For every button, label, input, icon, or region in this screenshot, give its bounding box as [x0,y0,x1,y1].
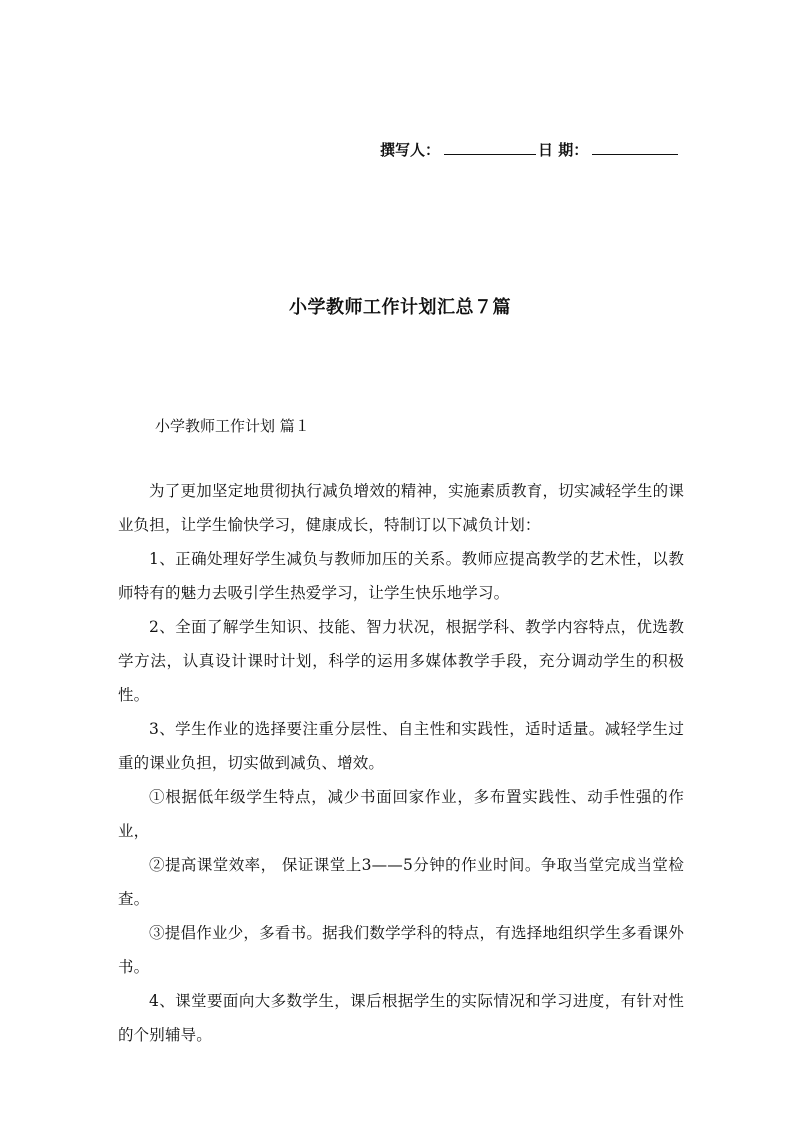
paragraph-item-4: 4、课堂要面向大多数学生，课后根据学生的实际情况和学习进度，有针对性的个别辅导。 [118,992,684,1044]
author-blank [444,139,536,155]
paragraph-intro: 为了更加坚定地贯彻执行减负增效的精神，实施素质教育，切实减轻学生的课业负担，让学生愉快学习，健康成长，特制订以下减负计划： [118,482,684,534]
document-title: 小学教师工作计划汇总７篇 [289,297,511,318]
date-label: 日 期： [538,141,589,159]
author-date-line [380,138,690,162]
paragraph-subitem-3: ③提倡作业少，多看书。据我们数学学科的特点，有选择地组织学生多看课外书。 [118,924,684,976]
body-text [118,474,684,1052]
paragraph-subitem-1: ①根据低年级学生特点，减少书面回家作业，多布置实践性、动手性强的作业， [118,788,684,840]
section-heading: 小学教师工作计划 篇１ [155,417,310,435]
date-blank [592,139,678,155]
paragraph-subitem-2: ②提高课堂效率， 保证课堂上3——5分钟的作业时间。争取当堂完成当堂检查。 [118,856,684,908]
author-label: 撰写人： [380,141,441,159]
paragraph-item-3: 3、学生作业的选择要注重分层性、自主性和实践性，适时适量。减轻学生过重的课业负担，切实做到减负、增效。 [118,720,684,772]
paragraph-item-1: 1、正确处理好学生减负与教师加压的关系。教师应提高教学的艺术性，以教师特有的魅力去吸引学生热爱学习，让学生快乐地学习。 [118,550,684,602]
paragraph-item-2: 2、全面了解学生知识、技能、智力状况，根据学科、教学内容特点，优选教学方法，认真设计课时计划，科学的运用多媒体教学手段，充分调动学生的积极性。 [118,618,684,704]
